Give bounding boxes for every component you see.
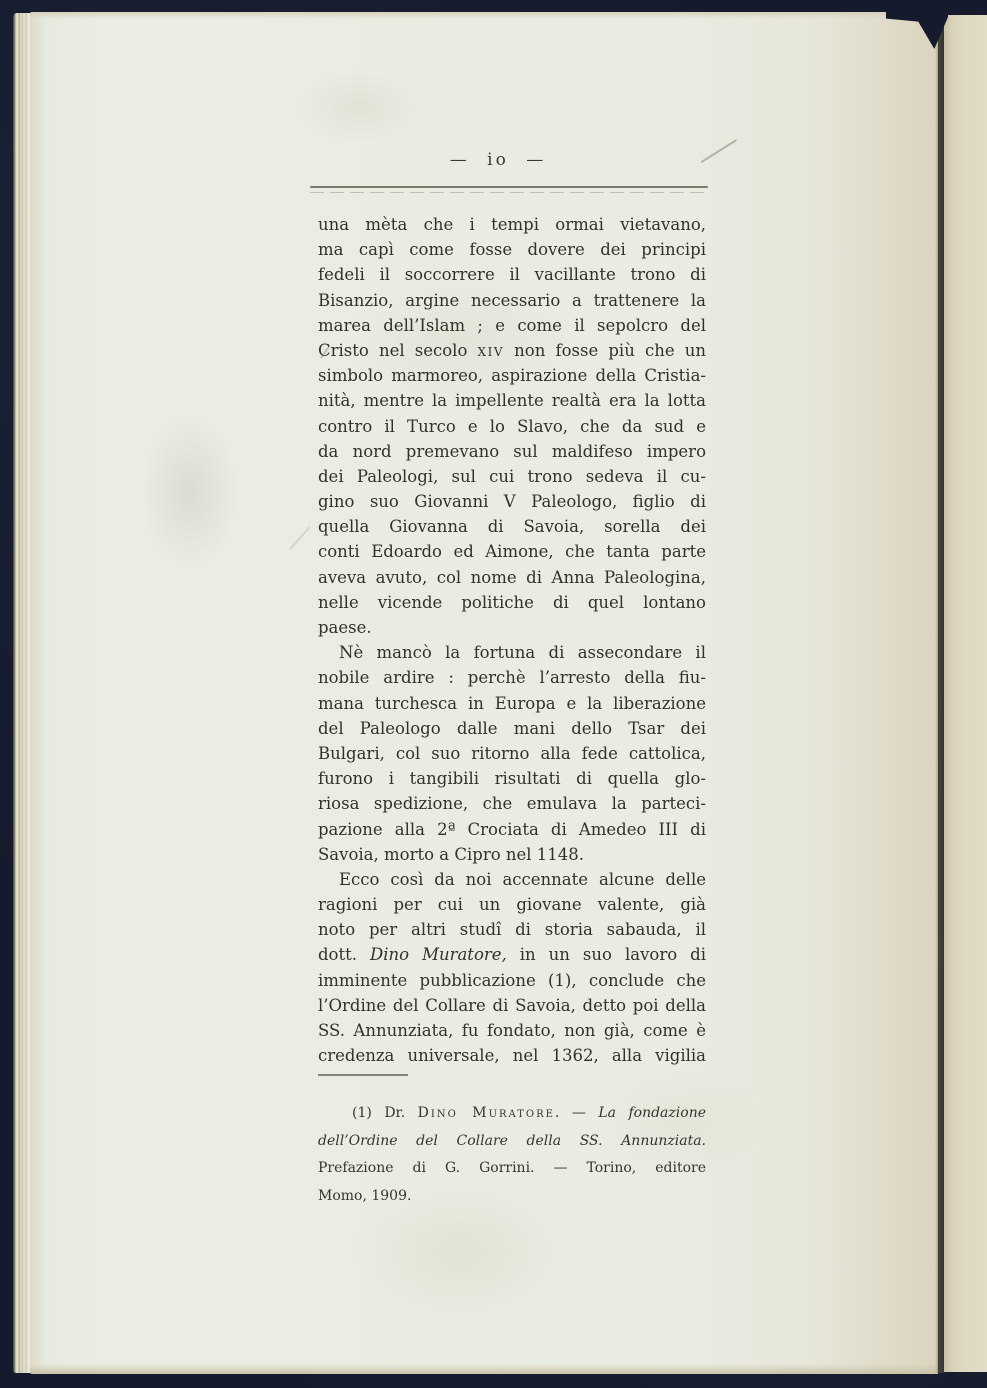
text-line: [318, 262, 706, 287]
plain-text: marea dell’Islam ; e come il sepolcro del: [318, 315, 706, 335]
text-line: [318, 439, 706, 464]
text-line: [318, 313, 706, 338]
text-line: [318, 338, 706, 363]
plain-text: noto per altri studî di storia sabauda, il: [318, 920, 706, 940]
plain-text: l’Ordine del Collare di Savoia, detto poi della: [318, 995, 706, 1015]
plain-text: Savoia, morto a Cipro nel 1148.: [318, 844, 585, 864]
plain-text: riosa spedizione, che emulava la parteci-: [318, 794, 706, 814]
text-line: [318, 1128, 706, 1156]
adjacent-page-edge: [944, 15, 987, 1372]
plain-text: non fosse più che un: [504, 340, 706, 360]
text-line: [318, 212, 706, 237]
text-line: [318, 414, 706, 439]
plain-text: contro il Turco e lo Slavo, che da sud e: [318, 416, 706, 436]
plain-text: nobile ardire : perchè l’arresto della fiu-: [318, 668, 706, 688]
text-line: [318, 741, 706, 766]
text-line: [318, 942, 706, 967]
plain-text: Cristo nel secolo: [318, 340, 478, 360]
pen-scratch-mark: [701, 139, 738, 163]
plain-text: in un suo lavoro di: [506, 945, 706, 965]
text-line: [318, 1043, 706, 1068]
plain-text: Bisanzio, argine necessario a trattenere la: [318, 290, 706, 310]
text-line: [318, 691, 706, 716]
plain-text: Bulgari, col suo ritorno alla fede cattolica,: [318, 743, 706, 763]
plain-text: conti Edoardo ed Aimone, che tanta parte: [318, 542, 706, 562]
text-line: [318, 968, 706, 993]
text-line: [318, 489, 706, 514]
text-line: [318, 766, 706, 791]
plain-text: aveva avuto, col nome di Anna Paleologina,: [318, 567, 706, 587]
plain-text: gino suo Giovanni V Paleologo, figlio di: [318, 492, 706, 512]
smallcaps-text: Dino Muratore: [417, 1105, 555, 1121]
header-rule-line: [310, 186, 708, 188]
italic-text: dell’Ordine del Collare della SS. Annunziata.: [318, 1132, 706, 1149]
header-rule: [310, 186, 708, 193]
text-line: [318, 565, 706, 590]
text-line: [318, 237, 706, 262]
text-line: [318, 464, 706, 489]
plain-text: nità, mentre la impellente realtà era la lotta: [318, 391, 706, 411]
text-line: [318, 590, 706, 615]
plain-text: furono i tangibili risultati di quella glo-: [318, 769, 706, 789]
plain-text: simbolo marmoreo, aspirazione della Cristia-: [318, 366, 706, 386]
plain-text: SS. Annunziata, fu fondato, non già, come è: [318, 1021, 706, 1040]
text-line: [318, 917, 706, 942]
plain-text: Ecco così da noi accennate alcune delle: [339, 869, 706, 889]
pen-scratch-mark: [289, 526, 311, 550]
text-line: [318, 363, 706, 388]
header-rule-echo: [310, 192, 708, 193]
text-line: [318, 867, 706, 892]
text-line: [318, 665, 706, 690]
plain-text: Momo, 1909.: [318, 1187, 412, 1204]
plain-text: pazione alla 2ª Crociata di Amedeo III di: [318, 819, 706, 839]
plain-text: paese.: [318, 618, 372, 637]
plain-text: (1) Dr.: [352, 1105, 418, 1121]
plain-text: da nord premevano sul maldifeso impero: [318, 441, 706, 461]
plain-text: nelle vicende politiche di quel lontano: [318, 592, 706, 612]
text-line: [318, 539, 706, 564]
text-line: [318, 716, 706, 741]
text-line: [318, 514, 706, 539]
text-line: [318, 791, 706, 816]
plain-text: ragioni per cui un giovane valente, già: [318, 895, 706, 915]
plain-text: . —: [554, 1105, 599, 1121]
smallcaps-text: xiv: [477, 340, 504, 360]
plain-text: dei Paleologi, sul cui trono sedeva il cu-: [318, 466, 706, 486]
italic-text: La fondazione: [598, 1105, 706, 1121]
plain-text: ma capì come fosse dovere dei principi: [318, 240, 706, 260]
plain-text: dott.: [318, 945, 370, 965]
plain-text: Nè mancò la fortuna di assecondare il: [339, 643, 706, 663]
footnote-rule: [318, 1074, 408, 1076]
text-line: [318, 1018, 706, 1043]
plain-text: imminente pubblicazione (1), conclude che: [318, 970, 706, 990]
book-page: [30, 12, 938, 1374]
plain-text: una mèta che i tempi ormai vietavano,: [318, 215, 706, 234]
text-line: [318, 1100, 706, 1128]
text-line: [318, 842, 706, 867]
plain-text: fedeli il soccorrere il vacillante trono di: [318, 265, 706, 285]
plain-text: mana turchesca in Europa e la liberazione: [318, 693, 706, 713]
text-line: [318, 388, 706, 413]
text-line: [318, 640, 706, 665]
text-line: [318, 1183, 706, 1211]
plain-text: Prefazione di G. Gorrini. — Torino, editore: [318, 1160, 706, 1177]
body-text: [318, 212, 706, 1068]
page-header: [296, 150, 700, 170]
text-line: [318, 615, 706, 640]
text-line: [318, 288, 706, 313]
text-line: [318, 817, 706, 842]
footnote: [318, 1100, 706, 1210]
plain-text: quella Giovanna di Savoia, sorella dei: [318, 517, 706, 537]
text-line: [318, 993, 706, 1018]
italic-text: Dino Muratore,: [370, 945, 507, 965]
plain-text: credenza universale, nel 1362, alla vigilia: [318, 1046, 706, 1066]
page-number: — io —: [449, 150, 547, 170]
text-line: [318, 1155, 706, 1183]
plain-text: del Paleologo dalle mani dello Tsar dei: [318, 718, 706, 738]
text-line: [318, 892, 706, 917]
